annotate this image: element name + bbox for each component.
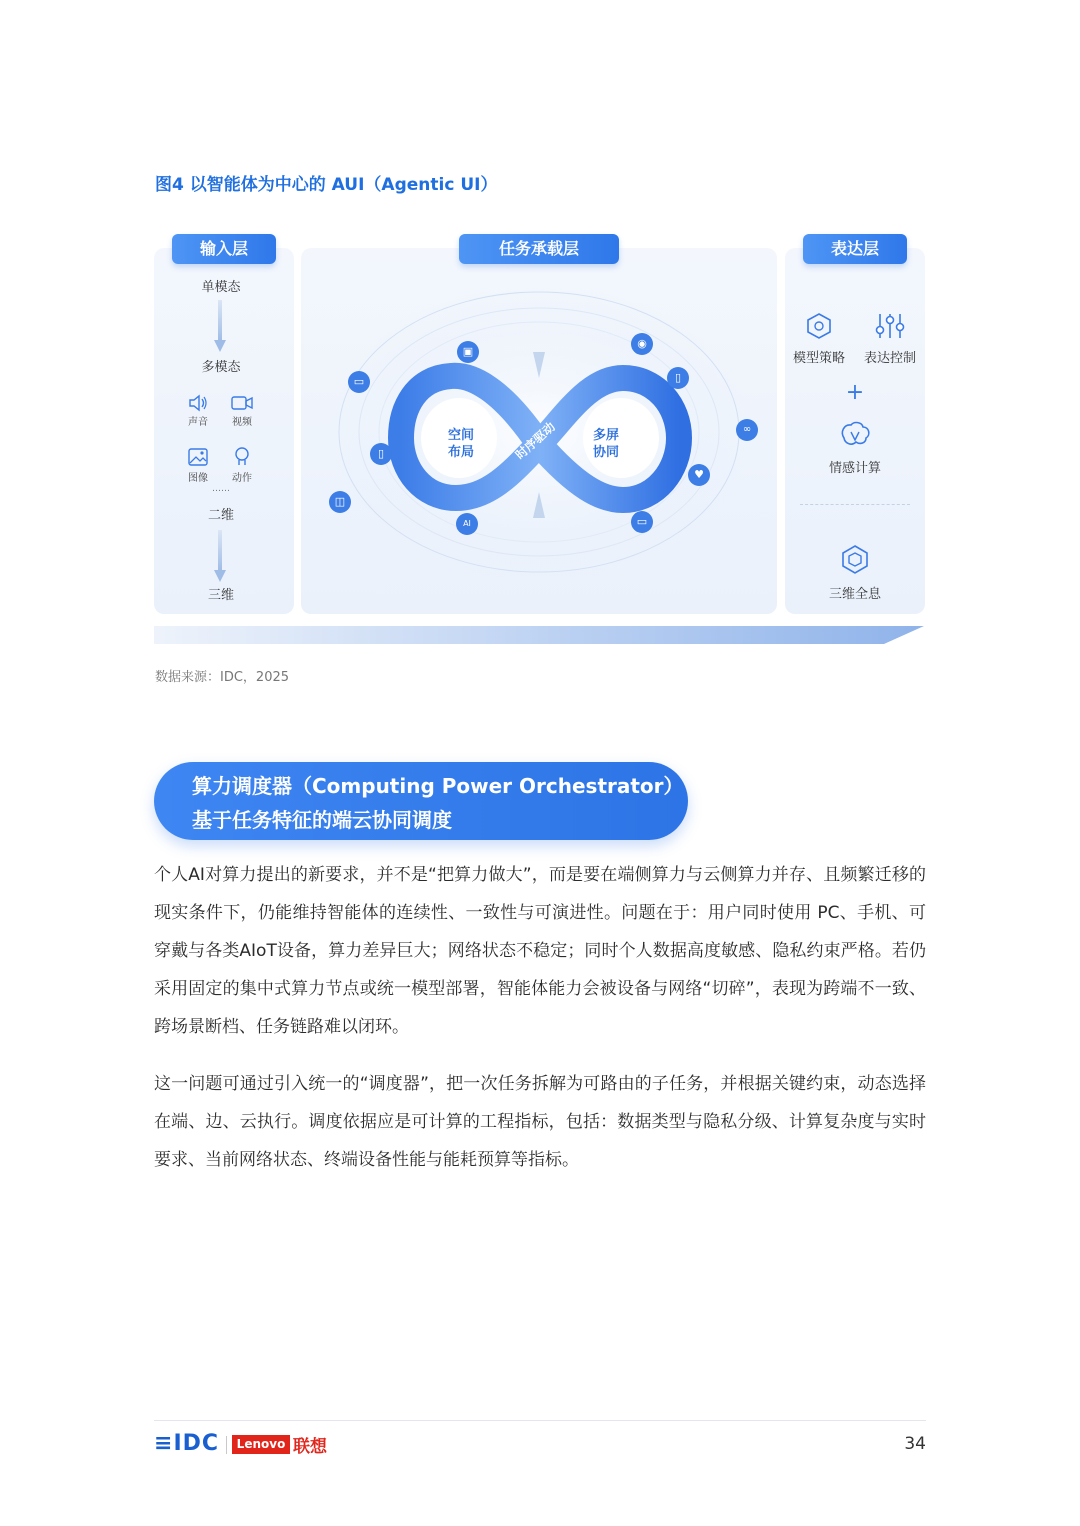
speaker-icon [188, 394, 208, 412]
down-arrow-2 [214, 530, 226, 582]
phone-icon: ▯ [667, 367, 689, 389]
right-loop-label-2: 协同 [592, 445, 619, 460]
model-strategy-icon [805, 312, 833, 340]
ai-chip-icon: AI [456, 513, 478, 535]
video-icon [231, 395, 253, 411]
two-d-label: 二维 [207, 508, 234, 523]
video-label: 视频 [232, 417, 252, 428]
data-source: 数据来源：IDC，2025 [155, 670, 290, 685]
task-layer-header: 任务承载层 [459, 234, 619, 264]
single-modal-label: 单模态 [201, 280, 241, 295]
section-title-line2: 基于任务特征的端云协同调度 [192, 808, 452, 832]
center-label: 时序驱动 [512, 419, 558, 463]
idc-logo: ≡IDC [154, 1431, 220, 1456]
section-header [154, 762, 688, 840]
multi-modal-label: 多模态 [201, 360, 241, 375]
lenovo-cn-logo: 联想 [293, 1437, 327, 1457]
xr-icon: ♥ [688, 464, 710, 486]
input-layer-header: 输入层 [172, 234, 276, 264]
desktop-icon: ▭ [631, 511, 653, 533]
vr-glasses-icon: ∞ [736, 419, 758, 441]
sliders-icon [875, 312, 905, 340]
flow-arrow [154, 624, 924, 646]
left-loop-label-2: 布局 [447, 445, 474, 460]
ellipsis: …… [212, 484, 230, 494]
image-label: 图像 [188, 473, 208, 484]
page-number: 34 [904, 1434, 926, 1454]
expression-control-label: 表达控制 [863, 351, 916, 366]
emotion-compute-label: 情感计算 [828, 461, 881, 476]
watch-icon: ◫ [329, 491, 351, 513]
laptop-icon: ▭ [348, 371, 370, 393]
logo-separator [226, 1436, 227, 1454]
figure-title: 图4 以智能体为中心的 AUI（Agentic UI） [155, 175, 498, 195]
hologram-cube-icon [840, 544, 870, 574]
tablet-icon: ▯ [370, 443, 392, 465]
image-icon [188, 448, 208, 466]
paragraph-1: 个人AI对算力提出的新要求，并不是“把算力做大”，而是要在端侧算力与云侧算力并存、且频繁迁移的现实条件下，仍能维持智能体的连续性、一致性与可演进性。问题在于：用户同时使用 PC、手机、可穿戴与各类AIoT设备，算力差异巨大；网络状态不稳定；同时个人数据高度敏感、隐私约束严格。若仍采用固定的集中式算力节点或统一模型部署，智能体能力会被设备与网络“切碎”，表现为跨端不一致、跨场景断档、任务链路难以闭环。 [154, 865, 926, 1037]
footer-divider [154, 1420, 926, 1421]
down-arrow-1 [214, 300, 226, 352]
section-title-line1: 算力调度器（Computing Power Orchestrator） [192, 774, 684, 798]
hologram-label: 三维全息 [828, 587, 881, 602]
plus-sign: + [845, 380, 865, 405]
paragraph-2: 这一问题可通过引入统一的“调度器”，把一次任务拆解为可路由的子任务，并根据关键约束，动态选择在端、边、云执行。调度依据应是可计算的工程指标，包括：数据类型与隐私分级、计算复杂度与实时要求、当前网络状态、终端设备性能与能耗预算等指标。 [154, 1074, 926, 1170]
dashed-divider [800, 504, 910, 505]
right-loop-label-1: 多屏 [592, 428, 619, 443]
model-strategy-label: 模型策略 [792, 351, 845, 366]
action-label: 动作 [232, 473, 252, 484]
lenovo-logo: Lenovo [232, 1435, 290, 1454]
monitor-icon: ▣ [457, 341, 479, 363]
express-layer-header: 表达层 [803, 234, 907, 264]
sound-label: 声音 [188, 417, 208, 428]
left-loop-label-1: 空间 [447, 428, 474, 443]
emotion-brain-icon [838, 420, 872, 450]
gesture-icon [232, 446, 252, 466]
three-d-label: 三维 [207, 588, 234, 603]
wifi-icon: ◉ [631, 333, 653, 355]
idc-logo-text: IDC [173, 1431, 220, 1456]
